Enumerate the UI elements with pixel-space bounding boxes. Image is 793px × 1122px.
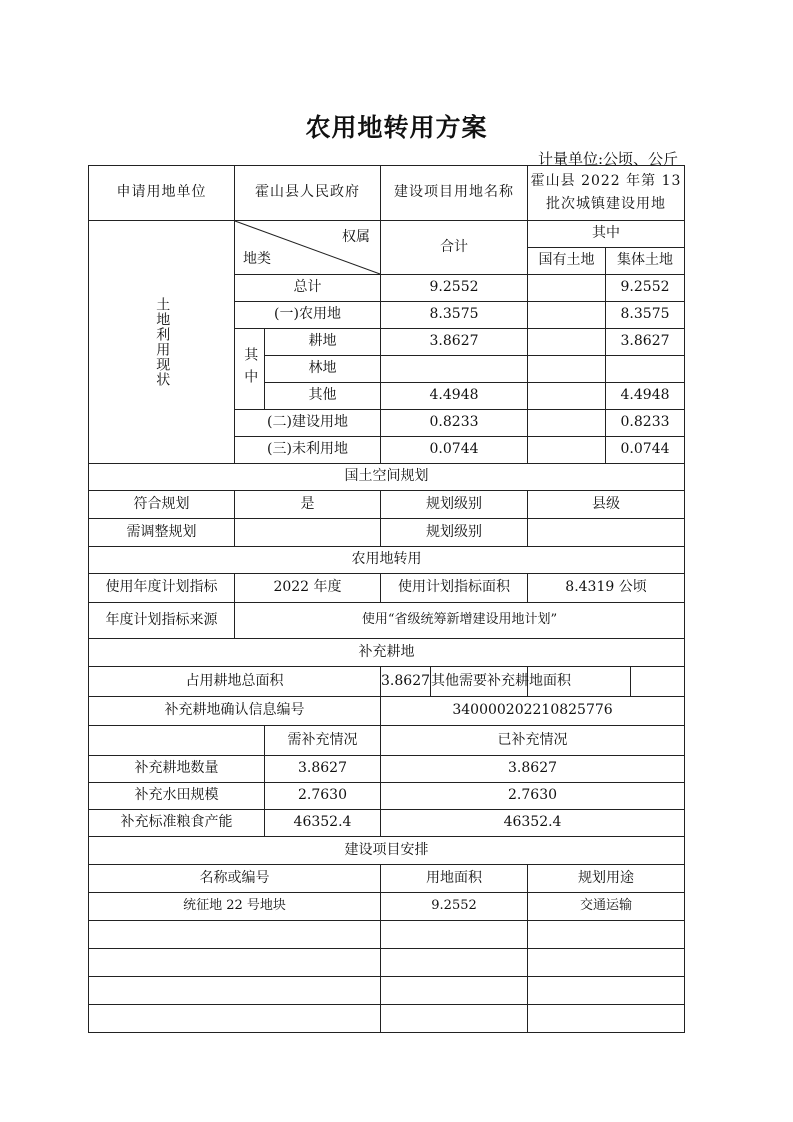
supplement-row [89, 756, 685, 783]
projects-name-header: 名称或编号 [89, 865, 381, 893]
supplement-done-header: 已补充情况 [381, 726, 685, 756]
supplement-header-row [89, 726, 685, 756]
land-row-label: (三)未利用地 [235, 437, 381, 464]
supplement-occupied-label: 占用耕地总面积 [89, 667, 381, 697]
land-row-total-value: 4.4948 [381, 383, 528, 410]
land-status-label-text: 土地利用现状 [154, 297, 171, 387]
supplement-row-done: 2.7630 [381, 783, 685, 810]
land-row-collective-value [606, 356, 685, 383]
land-row-collective-value: 0.0744 [606, 437, 685, 464]
projects-section-title: 建设项目安排 [89, 837, 685, 865]
conversion-section-row [89, 547, 685, 574]
planning-adjust-level-label: 规划级别 [381, 519, 528, 547]
land-row-total-value: 8.3575 [381, 302, 528, 329]
supplement-row [89, 783, 685, 810]
supplement-row-need: 2.7630 [265, 783, 381, 810]
land-status-header-row [89, 221, 685, 248]
conversion-source-label: 年度计划指标来源 [89, 603, 235, 639]
state-col-header: 国有土地 [528, 248, 606, 275]
project-row [89, 893, 685, 921]
land-row-label: 林地 [265, 356, 381, 383]
land-row-label: 耕地 [265, 329, 381, 356]
land-row-label: (一)农用地 [235, 302, 381, 329]
planning-fit-row [89, 491, 685, 519]
land-row-collective-value: 8.3575 [606, 302, 685, 329]
project-row-area [381, 921, 528, 949]
applicant-row [89, 166, 685, 221]
supplement-confirm-value: 340000202210825776 [381, 697, 685, 726]
other-col-header: 其中 [528, 221, 685, 248]
supplement-need-header: 需补充情况 [265, 726, 381, 756]
land-row-label: 总计 [235, 275, 381, 302]
land-row-total-value: 0.8233 [381, 410, 528, 437]
land-row-collective-value: 0.8233 [606, 410, 685, 437]
supplement-confirm-label: 补充耕地确认信息编号 [89, 697, 381, 726]
supplement-row-label: 补充水田规模 [89, 783, 265, 810]
unit-note: 计量单位:公顷、公斤 [537, 150, 678, 168]
planning-adjust-row [89, 519, 685, 547]
project-row-use [528, 1005, 685, 1033]
project-row-area [381, 949, 528, 977]
land-row-total-value [381, 356, 528, 383]
project-row-use [528, 921, 685, 949]
supplement-row [89, 810, 685, 837]
project-row [89, 949, 685, 977]
project-row [89, 921, 685, 949]
project-row-name [89, 977, 381, 1005]
supplement-section-title: 补充耕地 [89, 639, 685, 667]
project-row-use [528, 977, 685, 1005]
project-row-area: 9.2552 [381, 893, 528, 921]
land-row-total-value: 3.8627 [381, 329, 528, 356]
planning-adjust-value [235, 519, 381, 547]
conversion-source-value: 使用“省级统筹新增建设用地计划” [235, 603, 685, 639]
land-row-collective-value: 9.2552 [606, 275, 685, 302]
supplement-row-need: 46352.4 [265, 810, 381, 837]
conversion-plan-label: 使用年度计划指标 [89, 574, 235, 603]
land-row-total-value: 9.2552 [381, 275, 528, 302]
conversion-area-label: 使用计划指标面积 [381, 574, 528, 603]
projects-use-header: 规划用途 [528, 865, 685, 893]
supplement-confirm-row [89, 697, 685, 726]
land-row-state-value [528, 302, 606, 329]
land-row-state-value [528, 329, 606, 356]
land-row-state-value [528, 383, 606, 410]
project-row-area [381, 1005, 528, 1033]
ownership-label: 权属 [342, 229, 371, 245]
qizhong-label [235, 329, 265, 410]
land-type-label: 地类 [243, 250, 271, 267]
page-title: 农用地转用方案 [305, 113, 488, 142]
supplement-row-need: 3.8627 [265, 756, 381, 783]
supplement-row-label: 补充标准粮食产能 [89, 810, 265, 837]
land-row-collective-value: 4.4948 [606, 383, 685, 410]
land-row-label: 其他 [265, 383, 381, 410]
conversion-source-row [89, 603, 685, 639]
project-value-line1: 霍山县 2022 年第 13 [530, 172, 682, 189]
project-row-use: 交通运输 [528, 893, 685, 921]
land-row-label: (二)建设用地 [235, 410, 381, 437]
project-row-name: 统征地 22 号地块 [89, 893, 381, 921]
project-label: 建设项目用地名称 [381, 166, 528, 221]
projects-area-header: 用地面积 [381, 865, 528, 893]
conversion-plan-table [88, 165, 685, 1033]
planning-fit-label: 符合规划 [89, 491, 235, 519]
applicant-value: 霍山县人民政府 [235, 166, 381, 221]
supplement-header-blank [89, 726, 265, 756]
conversion-plan-row [89, 574, 685, 603]
supplement-other-label: 其他需要补充耕地面积 [431, 672, 572, 689]
total-col-header: 合计 [381, 221, 528, 275]
project-row-name [89, 1005, 381, 1033]
supplement-occupied-number: 3.8627 [381, 667, 431, 696]
supplement-occupied-row [89, 667, 685, 697]
project-row-name [89, 921, 381, 949]
planning-level-label: 规划级别 [381, 491, 528, 519]
supplement-row-done: 46352.4 [381, 810, 685, 837]
supplement-section-row [89, 639, 685, 667]
planning-adjust-level-value [528, 519, 685, 547]
supplement-occupied-value [381, 667, 572, 697]
supplement-row-label: 补充耕地数量 [89, 756, 265, 783]
applicant-label: 申请用地单位 [89, 166, 235, 221]
projects-section-row [89, 837, 685, 865]
land-row-state-value [528, 275, 606, 302]
supplement-other-value [631, 667, 685, 697]
project-value-line2: 批次城镇建设用地 [546, 196, 667, 212]
planning-adjust-label: 需调整规划 [89, 519, 235, 547]
conversion-section-title: 农用地转用 [89, 547, 685, 574]
conversion-plan-value: 2022 年度 [235, 574, 381, 603]
land-row-state-value [528, 356, 606, 383]
project-row-use [528, 949, 685, 977]
land-row-state-value [528, 437, 606, 464]
project-row [89, 977, 685, 1005]
conversion-area-value: 8.4319 公顷 [528, 574, 685, 603]
land-row-collective-value: 3.8627 [606, 329, 685, 356]
projects-header-row [89, 865, 685, 893]
project-row-name [89, 949, 381, 977]
planning-fit-value: 是 [235, 491, 381, 519]
planning-level-value: 县级 [528, 491, 685, 519]
collective-col-header: 集体土地 [606, 248, 685, 275]
planning-section-row [89, 464, 685, 491]
diagonal-header-cell [235, 221, 381, 275]
project-row [89, 1005, 685, 1033]
project-row-area [381, 977, 528, 1005]
project-value [528, 166, 685, 221]
planning-section-title: 国土空间规划 [89, 464, 685, 491]
land-status-label [89, 221, 235, 464]
land-row-state-value [528, 410, 606, 437]
land-row-total-value: 0.0744 [381, 437, 528, 464]
supplement-row-done: 3.8627 [381, 756, 685, 783]
qizhong-label-text: 其中 [242, 347, 259, 391]
